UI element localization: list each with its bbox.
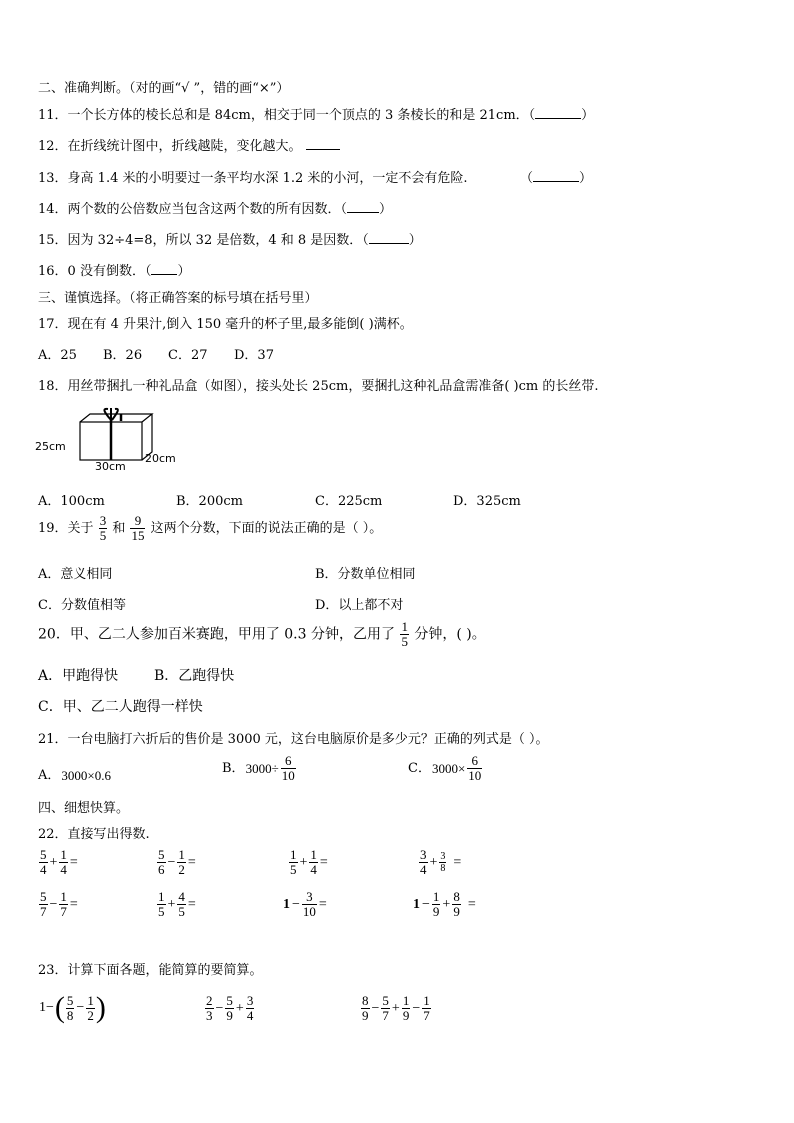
q19-option-d: D．以上都不对 (315, 598, 404, 613)
q17-option-a: A．25 (38, 348, 77, 363)
q22-expr-4: $\frac{3}{4}$ + $\frac{3}{8}$ = (420, 847, 462, 877)
q17-option-b: B．26 (103, 348, 143, 363)
q19-option-b: B．分数单位相同 (315, 567, 416, 582)
q19-option-c: C．分数值相等 (38, 598, 126, 613)
q18-option-d: D．325cm (453, 494, 521, 509)
q18-option-a: A．100cm (38, 494, 105, 509)
box-width-label: 20cm (145, 452, 176, 465)
q22-expr-5: $\frac{5}{7}$ − $\frac{1}{7}$ = (40, 889, 78, 919)
q19-option-a: A．意义相同 (38, 567, 113, 582)
q20-option-a: A．甲跑得快 (38, 668, 119, 684)
question-14: 14．两个数的公倍数应当包含这两个数的所有因数．（ ） (38, 202, 393, 217)
q22-expr-7: 1 − $\frac{3}{10}$ = (283, 889, 327, 919)
q22-expr-1: $\frac{5}{4}$ + $\frac{1}{4}$ = (40, 847, 78, 877)
q22-expr-6: $\frac{1}{5}$ + $\frac{4}{5}$ = (158, 889, 196, 919)
question-21: 21．一台电脑打六折后的售价是 3000 元，这台电脑原价是多少元？正确的列式是（ ）。 (38, 732, 549, 747)
question-19: 19．关于 $\frac{3}{5}$ 和 $\frac{9}{15}$ 这两个分数，下面的说法正确的是（ ）。 (38, 513, 383, 543)
question-23: 23．计算下面各题，能简算的要简算。 (38, 963, 263, 978)
q23-expr-3: $\frac{8}{9}$ − $\frac{5}{7}$ + $\frac{1}{9}$ − $\frac{1}{7}$ (362, 993, 430, 1023)
q22-expr-3: $\frac{1}{5}$ + $\frac{1}{4}$ = (290, 847, 328, 877)
q22-expr-2: $\frac{5}{6}$ − $\frac{1}{2}$ = (158, 847, 196, 877)
q18-option-c: C．225cm (315, 494, 383, 509)
question-12: 12．在折线统计图中，折线越陡，变化越大。 (38, 135, 340, 154)
q23-expr-2: $\frac{2}{3}$ − $\frac{5}{9}$ + $\frac{3}{4}$ (206, 993, 254, 1023)
q21-option-a: A．3000×0.6 (38, 767, 111, 783)
question-20: 20．甲、乙二人参加百米赛跑，甲用了 0.3 分钟，乙用了 $\frac{1}{5}$ 分钟，( )。 (38, 619, 486, 649)
q20-option-c: C．甲、乙二人跑得一样快 (38, 699, 203, 715)
q18-option-b: B．200cm (176, 494, 243, 509)
box-length-label: 30cm (95, 460, 126, 473)
question-18: 18．用丝带捆扎一种礼品盒（如图），接头处长 25cm，要捆扎这种礼品盒需准备( )cm 的长丝带. (38, 379, 599, 394)
q21-option-c: C．3000× $\frac{6}{10}$ (408, 753, 482, 783)
question-11: 11．一个长方体的棱长总和是 84cm，相交于同一个顶点的 3 条棱长的和是 21cm．（ ） (38, 108, 595, 123)
q17-option-c: C．27 (168, 348, 208, 363)
q20-option-b: B．乙跑得快 (154, 668, 235, 684)
section-4-title: 四、细想快算。 (38, 801, 130, 816)
box-height-label: 25cm (35, 440, 66, 453)
question-17: 17．现在有 4 升果汁,倒入 150 毫升的杯子里,最多能倒( )满杯。 (38, 317, 413, 332)
q23-expr-1: 1−( $\frac{5}{8}$ − $\frac{1}{2}$ ) (39, 991, 106, 1024)
question-22: 22．直接写出得数. (38, 827, 150, 842)
question-13-answer: （ ） (520, 171, 593, 186)
q21-option-b: B．3000÷ $\frac{6}{10}$ (222, 753, 295, 783)
section-2-title: 二、准确判断。（对的画“√ ”，错的画“×”） (38, 81, 290, 96)
q22-expr-8: 1 − $\frac{1}{9}$ + $\frac{8}{9}$ = (413, 889, 476, 919)
q17-option-d: D．37 (234, 348, 274, 363)
section-3-title: 三、谨慎选择。（将正确答案的标号填在括号里） (38, 291, 318, 306)
question-13: 13．身高 1.4 米的小明要过一条平均水深 1.2 米的小河，一定不会有危险. (38, 171, 468, 186)
question-15: 15．因为 32÷4=8，所以 32 是倍数，4 和 8 是因数．（ ） (38, 233, 422, 248)
question-16: 16．0 没有倒数．（ ） (38, 264, 191, 279)
